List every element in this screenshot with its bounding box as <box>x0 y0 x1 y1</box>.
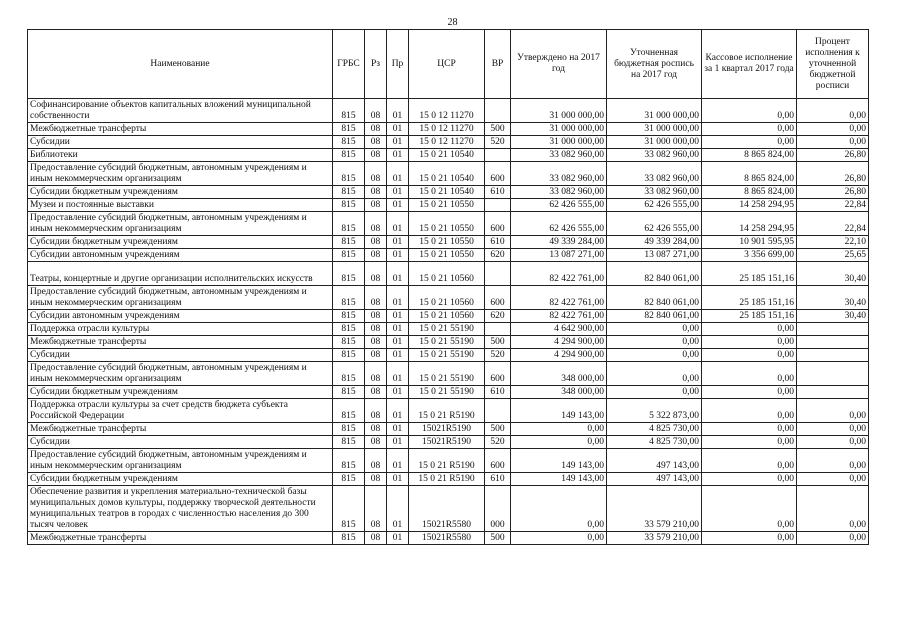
cell-vr <box>485 323 511 336</box>
table-row <box>28 262 869 286</box>
cell-percent: 0,00 <box>797 532 869 545</box>
cell-csr: 15 0 21 55190 <box>409 323 485 336</box>
cell-rz: 08 <box>365 136 387 149</box>
cell-vr: 610 <box>485 236 511 249</box>
cell-refined: 82 840 061,00 <box>607 262 702 286</box>
cell-name: Субсидии бюджетным учреждениям <box>28 473 333 486</box>
cell-rz: 08 <box>365 349 387 362</box>
budget-execution-table <box>27 29 869 545</box>
cell-csr: 15021R5190 <box>409 423 485 436</box>
cell-approved: 62 426 555,00 <box>511 199 607 212</box>
cell-cash: 0,00 <box>702 532 797 545</box>
cell-cash: 25 185 151,16 <box>702 262 797 286</box>
cell-cash: 0,00 <box>702 323 797 336</box>
cell-pr: 01 <box>387 532 409 545</box>
cell-pr: 01 <box>387 236 409 249</box>
cell-percent <box>797 349 869 362</box>
cell-refined: 0,00 <box>607 349 702 362</box>
cell-grbs: 815 <box>333 262 365 286</box>
cell-rz: 08 <box>365 449 387 473</box>
cell-refined: 82 840 061,00 <box>607 286 702 310</box>
cell-approved: 31 000 000,00 <box>511 136 607 149</box>
header-csr: ЦСР <box>409 30 485 99</box>
header-percent: Процент исполнения к уточненной бюджетной росписи <box>797 30 869 99</box>
cell-grbs: 815 <box>333 473 365 486</box>
cell-cash: 8 865 824,00 <box>702 186 797 199</box>
cell-csr: 15 0 21 55190 <box>409 386 485 399</box>
cell-percent: 0,00 <box>797 449 869 473</box>
cell-percent <box>797 362 869 386</box>
cell-csr: 15021R5190 <box>409 436 485 449</box>
cell-refined: 82 840 061,00 <box>607 310 702 323</box>
cell-percent: 26,80 <box>797 149 869 162</box>
cell-grbs: 815 <box>333 449 365 473</box>
table-row <box>28 136 869 149</box>
cell-refined: 4 825 730,00 <box>607 423 702 436</box>
header-cash: Кассовое исполнение за 1 квартал 2017 года <box>702 30 797 99</box>
cell-approved: 33 082 960,00 <box>511 186 607 199</box>
cell-approved: 82 422 761,00 <box>511 286 607 310</box>
cell-cash: 14 258 294,95 <box>702 199 797 212</box>
cell-grbs: 815 <box>333 423 365 436</box>
cell-percent: 26,80 <box>797 162 869 186</box>
table-row <box>28 423 869 436</box>
cell-name: Субсидии автономным учреждениям <box>28 249 333 262</box>
cell-vr <box>485 199 511 212</box>
cell-grbs: 815 <box>333 149 365 162</box>
cell-pr: 01 <box>387 186 409 199</box>
cell-refined: 31 000 000,00 <box>607 136 702 149</box>
table-row <box>28 323 869 336</box>
cell-refined: 31 000 000,00 <box>607 123 702 136</box>
cell-approved: 31 000 000,00 <box>511 123 607 136</box>
cell-csr: 15 0 21 10560 <box>409 262 485 286</box>
cell-cash: 14 258 294,95 <box>702 212 797 236</box>
table-row <box>28 186 869 199</box>
header-refined: Уточненная бюджетная роспись на 2017 год <box>607 30 702 99</box>
table-row <box>28 386 869 399</box>
cell-grbs: 815 <box>333 286 365 310</box>
cell-approved: 0,00 <box>511 436 607 449</box>
cell-approved: 149 143,00 <box>511 473 607 486</box>
cell-percent: 22,84 <box>797 199 869 212</box>
cell-grbs: 815 <box>333 249 365 262</box>
table-header-row <box>28 30 869 99</box>
cell-vr <box>485 99 511 123</box>
table-row <box>28 473 869 486</box>
cell-refined: 4 825 730,00 <box>607 436 702 449</box>
cell-rz: 08 <box>365 236 387 249</box>
table-row <box>28 310 869 323</box>
cell-pr: 01 <box>387 199 409 212</box>
cell-refined: 0,00 <box>607 323 702 336</box>
cell-csr: 15 0 21 10550 <box>409 199 485 212</box>
cell-rz: 08 <box>365 532 387 545</box>
cell-pr: 01 <box>387 262 409 286</box>
cell-approved: 4 294 900,00 <box>511 349 607 362</box>
cell-percent: 0,00 <box>797 99 869 123</box>
table-row <box>28 449 869 473</box>
cell-pr: 01 <box>387 486 409 532</box>
cell-pr: 01 <box>387 423 409 436</box>
cell-refined: 0,00 <box>607 362 702 386</box>
table-row <box>28 212 869 236</box>
cell-cash: 25 185 151,16 <box>702 286 797 310</box>
cell-name: Субсидии <box>28 349 333 362</box>
cell-cash: 8 865 824,00 <box>702 149 797 162</box>
table-row <box>28 486 869 532</box>
cell-refined: 31 000 000,00 <box>607 99 702 123</box>
cell-percent <box>797 336 869 349</box>
cell-approved: 0,00 <box>511 423 607 436</box>
cell-vr: 600 <box>485 362 511 386</box>
cell-pr: 01 <box>387 473 409 486</box>
cell-csr: 15 0 12 11270 <box>409 136 485 149</box>
cell-approved: 33 082 960,00 <box>511 149 607 162</box>
cell-grbs: 815 <box>333 436 365 449</box>
table-row <box>28 336 869 349</box>
cell-grbs: 815 <box>333 486 365 532</box>
cell-name: Предоставление субсидий бюджетным, автономным учреждениям и иным некоммерческим организациям <box>28 212 333 236</box>
cell-csr: 15 0 21 55190 <box>409 336 485 349</box>
cell-rz: 08 <box>365 249 387 262</box>
cell-pr: 01 <box>387 286 409 310</box>
cell-vr: 500 <box>485 423 511 436</box>
cell-pr: 01 <box>387 436 409 449</box>
cell-grbs: 815 <box>333 399 365 423</box>
cell-vr: 500 <box>485 123 511 136</box>
cell-cash: 0,00 <box>702 386 797 399</box>
cell-rz: 08 <box>365 436 387 449</box>
cell-name: Театры, концертные и другие организации исполнительских искусств <box>28 262 333 286</box>
cell-refined: 62 426 555,00 <box>607 199 702 212</box>
cell-vr: 600 <box>485 162 511 186</box>
cell-percent: 22,10 <box>797 236 869 249</box>
cell-vr: 500 <box>485 532 511 545</box>
cell-approved: 0,00 <box>511 532 607 545</box>
cell-approved: 82 422 761,00 <box>511 262 607 286</box>
cell-approved: 49 339 284,00 <box>511 236 607 249</box>
cell-rz: 08 <box>365 186 387 199</box>
cell-refined: 13 087 271,00 <box>607 249 702 262</box>
header-name: Наименование <box>28 30 333 99</box>
cell-vr: 000 <box>485 486 511 532</box>
cell-rz: 08 <box>365 486 387 532</box>
cell-name: Предоставление субсидий бюджетным, автономным учреждениям и иным некоммерческим организациям <box>28 449 333 473</box>
cell-refined: 33 579 210,00 <box>607 486 702 532</box>
cell-rz: 08 <box>365 149 387 162</box>
cell-csr: 15 0 12 11270 <box>409 99 485 123</box>
cell-vr: 600 <box>485 212 511 236</box>
cell-grbs: 815 <box>333 362 365 386</box>
cell-csr: 15 0 21 R5190 <box>409 449 485 473</box>
cell-name: Музеи и постоянные выставки <box>28 199 333 212</box>
table-row <box>28 162 869 186</box>
cell-pr: 01 <box>387 310 409 323</box>
cell-rz: 08 <box>365 386 387 399</box>
cell-name: Предоставление субсидий бюджетным, автономным учреждениям и иным некоммерческим организациям <box>28 286 333 310</box>
cell-name: Межбюджетные трансферты <box>28 123 333 136</box>
cell-csr: 15021R5580 <box>409 486 485 532</box>
cell-csr: 15 0 21 10560 <box>409 310 485 323</box>
cell-rz: 08 <box>365 423 387 436</box>
table-row <box>28 286 869 310</box>
cell-vr: 610 <box>485 386 511 399</box>
cell-rz: 08 <box>365 286 387 310</box>
cell-approved: 149 143,00 <box>511 399 607 423</box>
cell-pr: 01 <box>387 386 409 399</box>
cell-approved: 149 143,00 <box>511 449 607 473</box>
cell-cash: 0,00 <box>702 423 797 436</box>
cell-approved: 62 426 555,00 <box>511 212 607 236</box>
cell-refined: 33 082 960,00 <box>607 149 702 162</box>
cell-name: Субсидии <box>28 136 333 149</box>
cell-rz: 08 <box>365 399 387 423</box>
cell-refined: 33 082 960,00 <box>607 162 702 186</box>
cell-rz: 08 <box>365 162 387 186</box>
cell-approved: 4 294 900,00 <box>511 336 607 349</box>
cell-vr: 620 <box>485 310 511 323</box>
cell-csr: 15 0 21 R5190 <box>409 399 485 423</box>
cell-vr: 520 <box>485 349 511 362</box>
cell-pr: 01 <box>387 349 409 362</box>
cell-percent <box>797 323 869 336</box>
cell-pr: 01 <box>387 123 409 136</box>
cell-grbs: 815 <box>333 336 365 349</box>
cell-refined: 497 143,00 <box>607 473 702 486</box>
cell-cash: 0,00 <box>702 362 797 386</box>
cell-refined: 5 322 873,00 <box>607 399 702 423</box>
cell-name: Межбюджетные трансферты <box>28 423 333 436</box>
table-row <box>28 149 869 162</box>
cell-refined: 49 339 284,00 <box>607 236 702 249</box>
cell-vr <box>485 399 511 423</box>
cell-refined: 33 579 210,00 <box>607 532 702 545</box>
cell-name: Предоставление субсидий бюджетным, автономным учреждениям и иным некоммерческим организациям <box>28 162 333 186</box>
cell-approved: 4 642 900,00 <box>511 323 607 336</box>
cell-rz: 08 <box>365 362 387 386</box>
cell-vr <box>485 149 511 162</box>
table-row <box>28 123 869 136</box>
cell-name: Межбюджетные трансферты <box>28 532 333 545</box>
cell-rz: 08 <box>365 473 387 486</box>
table-row <box>28 362 869 386</box>
cell-grbs: 815 <box>333 136 365 149</box>
cell-pr: 01 <box>387 162 409 186</box>
cell-csr: 15 0 12 11270 <box>409 123 485 136</box>
cell-cash: 10 901 595,95 <box>702 236 797 249</box>
table-row <box>28 199 869 212</box>
header-rz: Рз <box>365 30 387 99</box>
cell-percent: 22,84 <box>797 212 869 236</box>
cell-name: Межбюджетные трансферты <box>28 336 333 349</box>
cell-cash: 0,00 <box>702 123 797 136</box>
header-approved: Утверждено на 2017 год <box>511 30 607 99</box>
cell-grbs: 815 <box>333 186 365 199</box>
cell-grbs: 815 <box>333 386 365 399</box>
cell-percent: 0,00 <box>797 399 869 423</box>
cell-grbs: 815 <box>333 123 365 136</box>
cell-rz: 08 <box>365 99 387 123</box>
cell-pr: 01 <box>387 212 409 236</box>
cell-percent: 26,80 <box>797 186 869 199</box>
cell-grbs: 815 <box>333 99 365 123</box>
cell-csr: 15 0 21 10540 <box>409 162 485 186</box>
cell-csr: 15 0 21 55190 <box>409 362 485 386</box>
cell-approved: 31 000 000,00 <box>511 99 607 123</box>
cell-name: Обеспечение развития и укрепления материально-технической базы муниципальных домов культуры, поддержку творческой деятельности муниципальных театров в городах с численностью населения до 300 тысяч человек <box>28 486 333 532</box>
cell-grbs: 815 <box>333 236 365 249</box>
cell-name: Поддержка отрасли культуры <box>28 323 333 336</box>
cell-cash: 0,00 <box>702 436 797 449</box>
cell-percent: 0,00 <box>797 423 869 436</box>
header-pr: Пр <box>387 30 409 99</box>
cell-percent: 0,00 <box>797 123 869 136</box>
cell-vr: 610 <box>485 186 511 199</box>
cell-cash: 8 865 824,00 <box>702 162 797 186</box>
cell-name: Субсидии бюджетным учреждениям <box>28 186 333 199</box>
table-row <box>28 532 869 545</box>
cell-csr: 15 0 21 10550 <box>409 212 485 236</box>
cell-refined: 33 082 960,00 <box>607 186 702 199</box>
cell-vr: 600 <box>485 286 511 310</box>
table-row <box>28 436 869 449</box>
cell-pr: 01 <box>387 249 409 262</box>
cell-percent: 0,00 <box>797 486 869 532</box>
table-row <box>28 99 869 123</box>
cell-csr: 15021R5580 <box>409 532 485 545</box>
table-row <box>28 349 869 362</box>
cell-vr: 610 <box>485 473 511 486</box>
cell-pr: 01 <box>387 449 409 473</box>
cell-cash: 0,00 <box>702 473 797 486</box>
cell-grbs: 815 <box>333 349 365 362</box>
cell-csr: 15 0 21 10560 <box>409 286 485 310</box>
cell-pr: 01 <box>387 149 409 162</box>
cell-name: Субсидии бюджетным учреждениям <box>28 386 333 399</box>
cell-grbs: 815 <box>333 162 365 186</box>
cell-percent: 30,40 <box>797 310 869 323</box>
cell-pr: 01 <box>387 336 409 349</box>
cell-approved: 82 422 761,00 <box>511 310 607 323</box>
cell-vr: 520 <box>485 436 511 449</box>
table-body <box>28 99 869 545</box>
cell-refined: 0,00 <box>607 336 702 349</box>
cell-grbs: 815 <box>333 323 365 336</box>
cell-name: Субсидии автономным учреждениям <box>28 310 333 323</box>
cell-grbs: 815 <box>333 532 365 545</box>
cell-vr <box>485 262 511 286</box>
cell-cash: 0,00 <box>702 136 797 149</box>
cell-percent: 30,40 <box>797 262 869 286</box>
cell-approved: 348 000,00 <box>511 362 607 386</box>
cell-percent: 30,40 <box>797 286 869 310</box>
cell-name: Софинансирование объектов капитальных вложений муниципальной собственности <box>28 99 333 123</box>
cell-rz: 08 <box>365 262 387 286</box>
cell-refined: 0,00 <box>607 386 702 399</box>
cell-rz: 08 <box>365 212 387 236</box>
cell-cash: 0,00 <box>702 349 797 362</box>
cell-rz: 08 <box>365 336 387 349</box>
cell-pr: 01 <box>387 399 409 423</box>
cell-grbs: 815 <box>333 212 365 236</box>
cell-cash: 3 356 699,00 <box>702 249 797 262</box>
cell-csr: 15 0 21 10550 <box>409 236 485 249</box>
cell-csr: 15 0 21 55190 <box>409 349 485 362</box>
cell-cash: 0,00 <box>702 99 797 123</box>
cell-pr: 01 <box>387 136 409 149</box>
cell-name: Поддержка отрасли культуры за счет средств бюджета субъекта Российской Федерации <box>28 399 333 423</box>
cell-rz: 08 <box>365 310 387 323</box>
cell-cash: 0,00 <box>702 486 797 532</box>
cell-approved: 13 087 271,00 <box>511 249 607 262</box>
cell-name: Библиотеки <box>28 149 333 162</box>
cell-refined: 497 143,00 <box>607 449 702 473</box>
cell-percent <box>797 386 869 399</box>
table-row <box>28 249 869 262</box>
cell-rz: 08 <box>365 323 387 336</box>
cell-csr: 15 0 21 10540 <box>409 149 485 162</box>
cell-vr: 620 <box>485 249 511 262</box>
cell-pr: 01 <box>387 99 409 123</box>
cell-cash: 0,00 <box>702 449 797 473</box>
header-vr: ВР <box>485 30 511 99</box>
cell-cash: 25 185 151,16 <box>702 310 797 323</box>
cell-vr: 520 <box>485 136 511 149</box>
cell-approved: 33 082 960,00 <box>511 162 607 186</box>
cell-rz: 08 <box>365 199 387 212</box>
cell-grbs: 815 <box>333 199 365 212</box>
cell-vr: 500 <box>485 336 511 349</box>
cell-percent: 0,00 <box>797 136 869 149</box>
cell-percent: 25,65 <box>797 249 869 262</box>
cell-csr: 15 0 21 10540 <box>409 186 485 199</box>
cell-csr: 15 0 21 10550 <box>409 249 485 262</box>
cell-grbs: 815 <box>333 310 365 323</box>
cell-name: Предоставление субсидий бюджетным, автономным учреждениям и иным некоммерческим организациям <box>28 362 333 386</box>
cell-cash: 0,00 <box>702 336 797 349</box>
cell-approved: 348 000,00 <box>511 386 607 399</box>
cell-refined: 62 426 555,00 <box>607 212 702 236</box>
cell-csr: 15 0 21 R5190 <box>409 473 485 486</box>
cell-name: Субсидии бюджетным учреждениям <box>28 236 333 249</box>
cell-pr: 01 <box>387 362 409 386</box>
cell-approved: 0,00 <box>511 486 607 532</box>
cell-rz: 08 <box>365 123 387 136</box>
cell-name: Субсидии <box>28 436 333 449</box>
cell-percent: 0,00 <box>797 473 869 486</box>
cell-vr: 600 <box>485 449 511 473</box>
cell-pr: 01 <box>387 323 409 336</box>
table-row <box>28 399 869 423</box>
cell-percent: 0,00 <box>797 436 869 449</box>
table-row <box>28 236 869 249</box>
page-number: 28 <box>447 17 458 28</box>
cell-cash: 0,00 <box>702 399 797 423</box>
header-grbs: ГРБС <box>333 30 365 99</box>
